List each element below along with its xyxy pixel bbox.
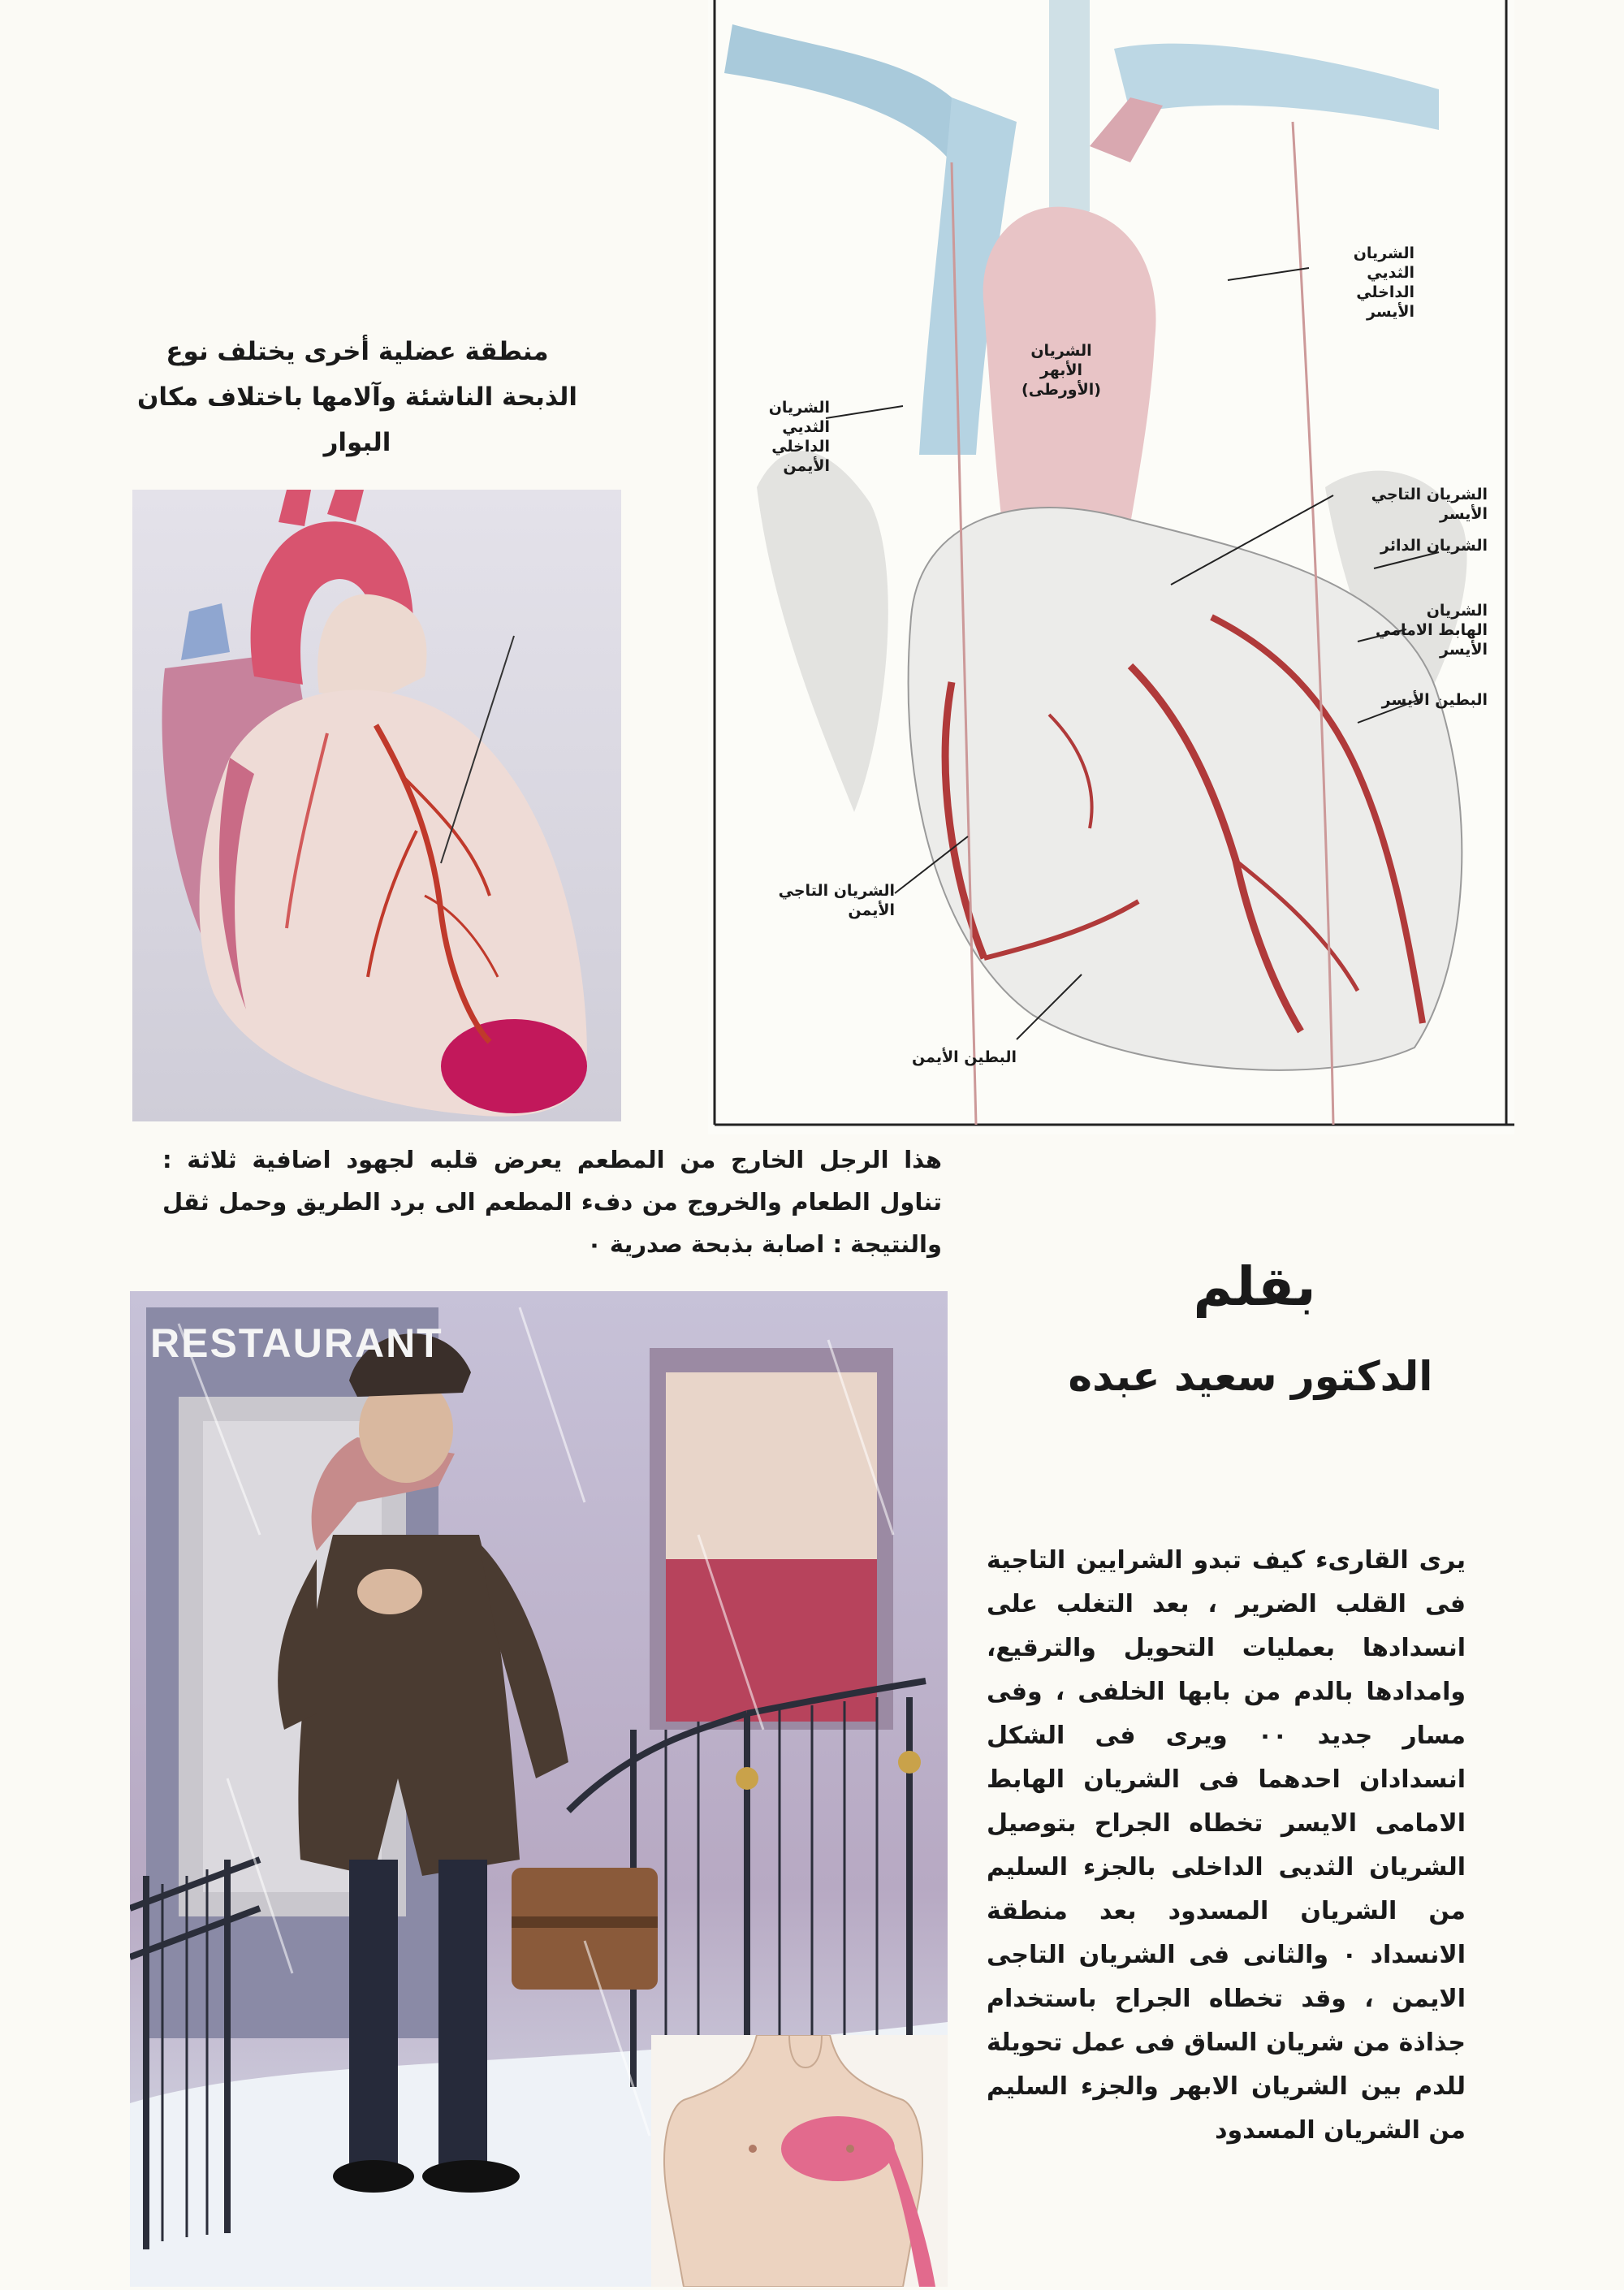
label-right-internal-mammary: الشريان الثديي الداخلي الأيمن [768,399,830,475]
label-right-coronary: الشريان التاجي الأيمن [778,882,895,919]
label-left-anterior-descending: الشريان الهابط الامامي الأيسر [1376,602,1488,659]
restaurant-sign: RESTAURANT [150,1320,443,1366]
label-aorta: الشريان الأبهر (الأورطى) [1021,342,1101,399]
heart-illustration [132,490,621,1121]
heart-caption: منطقة عضلية أخرى يختلف نوع الذبحة الناشئة وآلامها باختلاف مكان البوار [136,337,578,457]
label-circumflex: الشريان الدائر [1380,537,1488,555]
byline-author: الدكتور سعيد عبده [1068,1353,1433,1400]
coronary-anatomy-diagram [708,0,1514,1134]
torso-pain-illustration [651,2035,948,2287]
label-left-coronary: الشريان التاجي الأيسر [1371,486,1488,523]
article-body: يرى القارىء كيف تبدو الشرايين التاجية فى القلب الضرير ، بعد التغلب على انسدادها بعمليات التحويل والترقيع، وامدادها بالدم من بابها الخلفى ، وفى مسار جديد ٠٠ ويرى فى الشكل انسدادان احدهما فى الشريان الهابط الامامى الايسر تخطاه الجراح بتوصيل الشريان الثديى الداخلى بالجزء السليم من الشريان المسدود بعد منطقة الانسداد ٠ والثانى فى الشريان التاجى الايمن ، وقد تخطاه الجراح باستخدام جذاذة من شريان الساق فى عمل تحويلة للدم بين الشريان الابهر والجزء السليم من الشريان المسدود [987,1546,1466,2145]
label-left-internal-mammary: الشريان الثديي الداخلي الأيسر [1353,244,1415,321]
restaurant-caption: هذا الرجل الخارج من المطعم يعرض قلبه لجهود اضافية ثلاثة : تناول الطعام والخروج من دفء المطعم الى برد الطريق وحمل ثقل والنتيجة : اصابة بذبحة صدرية ٠ [162,1146,942,1258]
byline-by: بقلم [1193,1255,1316,1318]
label-left-ventricle: البطين الأيسر [1381,691,1488,709]
label-right-ventricle: البطين الأيمن [911,1048,1017,1066]
